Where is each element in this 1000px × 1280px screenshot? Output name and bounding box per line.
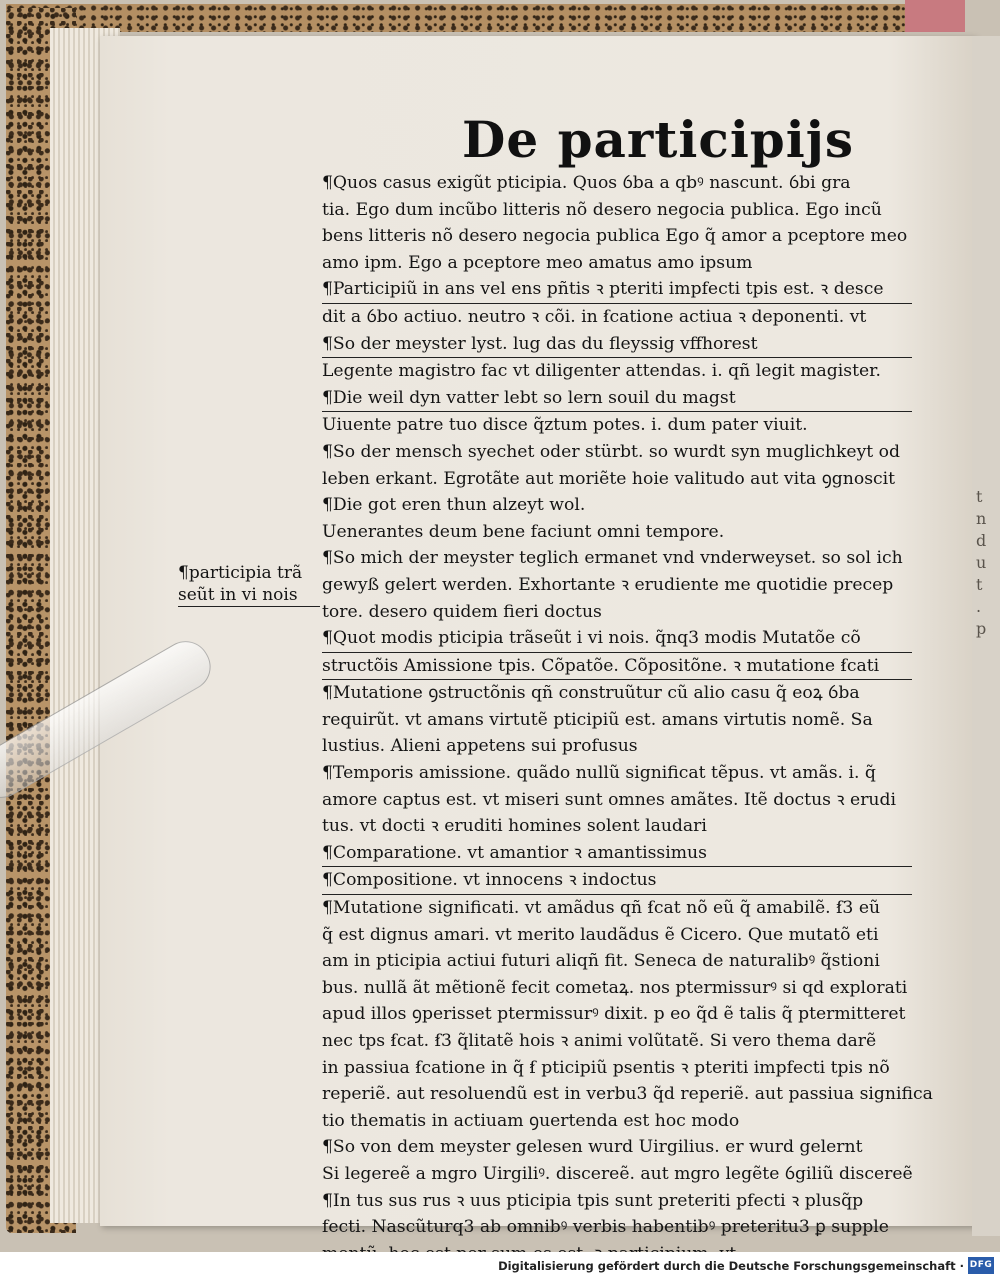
text-line: tus. vt docti ꝛ eruditi homines solent laudari	[322, 816, 707, 837]
text-line: ¶Die got eren thun alzeyt wol.	[322, 495, 586, 516]
text-line: dit a ỽbo actiuo. neutro ꝛ cõi. in ẜcatione actiua ꝛ deponenti. vt	[322, 306, 867, 327]
text-line: tio thematis in actiuam ꝯuertenda est hoc modo	[322, 1110, 740, 1131]
text-line: bus. nullã ãt mẽtionẽ fecit cometaꝝ. nos ptermissurꝰ si qd explorati	[322, 977, 908, 998]
facing-page-text: t n d u t . p	[976, 487, 987, 638]
text-line: ¶In tus sus rus ꝛ uus pticipia tpis sunt preteriti pfecti ꝛ plusq̃p	[322, 1190, 864, 1211]
text-line: fecti. Nascũturq3 ab omnibꝰ verbis habentibꝰ preteritu3 ꝑ supple	[322, 1217, 889, 1238]
text-line: ¶So der meyster lyst. lug das du fleyssig vffhorest	[322, 331, 912, 359]
text-line: ¶Comparatione. vt amantior ꝛ amantissimus	[322, 840, 912, 868]
text-line: requirũt. vt amans virtutẽ pticipiũ est. amans virtutis nomẽ. Sa	[322, 709, 873, 730]
text-line: lustius. Alieni appetens sui profusus	[322, 736, 638, 757]
cover-top-edge	[6, 4, 916, 32]
text-line: Legente magistro fac vt diligenter attendas. i. qñ legit magister.	[322, 361, 881, 382]
text-line: Uenerantes deum bene faciunt omni tempore.	[322, 521, 725, 542]
text-line: ¶Compositione. vt innocens ꝛ indoctus	[322, 867, 912, 895]
text-line: ¶Quot modis pticipia trãseũt i vi nois. q̃nq3 modis Mutatõe cõ	[322, 625, 912, 653]
text-line: reperiẽ. aut resoluendũ est in verbu3 q̃d reperiẽ. aut passiua significa	[322, 1084, 933, 1105]
text-line: structõis Amissione tpis. Cõpatõe. Cõpositõne. ꝛ mutatione ẜcati	[322, 653, 912, 681]
text-line: amore captus est. vt miseri sunt omnes amãtes. Itẽ doctus ꝛ erudi	[322, 789, 897, 810]
text-line: ¶So von dem meyster gelesen wurd Uirgilius. er wurd gelernt	[322, 1137, 863, 1158]
text-line: ¶So der mensch syechet oder stürbt. so wurdt syn muglichkeyt od	[322, 441, 901, 462]
funding-credit: Digitalisierung gefördert durch die Deutsche Forschungsgemeinschaft ·	[498, 1259, 964, 1273]
text-line: Si legereẽ a mgro Uirgiliꝰ. discereẽ. aut mgro legẽte ỽgiliũ discereẽ	[322, 1163, 913, 1184]
text-line: ¶So mich der meyster teglich ermanet vnd vnderweyset. so sol ich	[322, 548, 903, 569]
text-line: ¶Temporis amissione. quãdo nullũ significat tẽpus. vt amãs. i. q̃	[322, 763, 876, 784]
ribbon-marker	[905, 0, 965, 32]
text-line: ¶Quos casus exigũt pticipia. Quos ỽba a qbꝰ nascunt. ỽbi gra	[322, 173, 851, 193]
margin-note-line: ¶participia trã	[178, 563, 303, 583]
text-line: nec tps ẜcat. ẜ3 q̃litatẽ hois ꝛ animi volũtatẽ. Si vero thema darẽ	[322, 1031, 877, 1051]
text-line: ¶Participiũ in ans vel ens pñtis ꝛ pteriti impfecti tpis est. ꝛ desce	[322, 276, 912, 304]
text-line: amo ipm. Ego a pceptore meo amatus amo ipsum	[322, 252, 753, 273]
text-line: in passiua ẜcatione in q̃ ẜ pticipiũ psentis ꝛ pteriti impfecti tpis nõ	[322, 1057, 890, 1078]
body-text	[322, 170, 933, 1267]
text-line: apud illos ꝯperisset ptermissurꝰ dixit. p eo q̃d ẽ talis q̃ ptermitteret	[322, 1004, 906, 1025]
footer-bar	[0, 1252, 1000, 1280]
dfg-logo: DFG	[968, 1257, 994, 1274]
page-title: De participijs	[462, 110, 855, 169]
text-line: ¶Die weil dyn vatter lebt so lern souil du magst	[322, 385, 912, 413]
text-line: Uiuente patre tuo disce q̃ztum potes. i. dum pater viuit.	[322, 415, 808, 436]
margin-note-line: seũt in vi nois	[178, 585, 298, 605]
text-line: bens litteris nõ desero negocia publica Ego q̃ amor a pceptore meo	[322, 226, 908, 247]
text-line: ¶Mutatione significati. vt amãdus qñ ẜcat nõ eũ q̃ amabilẽ. ẜ3 eũ	[322, 898, 881, 919]
text-line: q̃ est dignus amari. vt merito laudãdus ẽ Cicero. Que mutatõ eti	[322, 924, 879, 945]
text-line: leben erkant. Egrotãte aut moriẽte hoie valitudo aut vita ꝯgnoscit	[322, 468, 896, 489]
text-line: ¶Mutatione ꝯstructõnis qñ construũtur cũ alio casu q̃ eoꝝ ỽba	[322, 683, 860, 704]
text-line: tia. Ego dum incũbo litteris nõ desero negocia publica. Ego incũ	[322, 199, 882, 220]
margin-note	[178, 562, 320, 607]
text-line: am in pticipia actiui futuri aliqñ fit. Seneca de naturalibꝰ q̃stioni	[322, 951, 880, 972]
facing-page-edge	[972, 36, 1000, 1236]
text-line: gewyß gelert werden. Exhortante ꝛ erudiente me quotidie precep	[322, 574, 894, 595]
text-line: tore. desero quidem fieri doctus	[322, 601, 602, 622]
